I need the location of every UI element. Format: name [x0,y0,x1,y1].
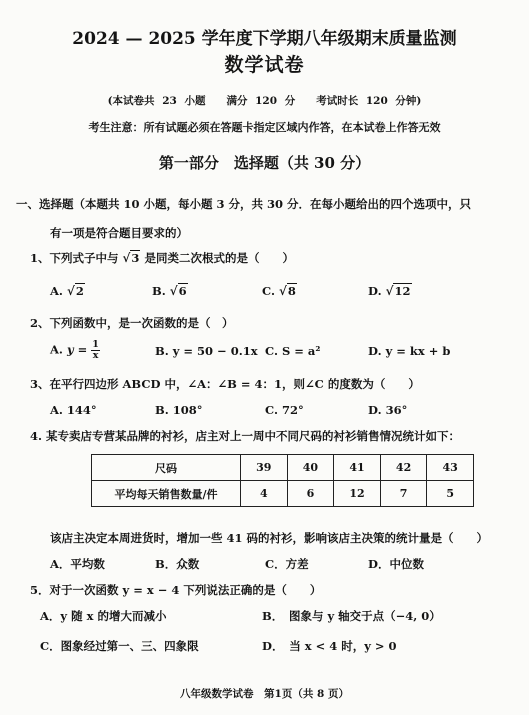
exam-subtitle: 数学试卷 [224,54,305,76]
q3-option-b: B. 108° [155,403,203,417]
q1-option-b-label: B. [152,284,166,298]
part-heading: 第一部分 选择题（共 30 分） [158,154,371,172]
question-1-stem-a: 1、下列式子中与 [30,251,119,265]
table-row [92,455,474,481]
q1-option-d-label: D. [368,284,382,298]
q5-option-b: B． 图象与 y 轴交于点（−4, 0） [262,609,441,623]
q2-option-d: D. y = kx + b [368,344,451,358]
q4-option-c: C．方差 [265,557,309,571]
sqrt-12-radicand: 12 [394,284,411,298]
size-cell: 40 [287,455,334,481]
sqrt-12: √12 [385,284,411,298]
q3-option-c: C. 72° [265,403,304,417]
sqrt-2: √2 [66,284,84,298]
q2-option-c: C. S = a² [265,344,321,358]
q1-option-a [50,284,85,298]
shirt-sales-table [91,454,474,507]
exam-title: 2024 — 2025 学年度下学期八年级期末质量监测 [72,29,457,49]
page-footer: 八年级数学试卷 第1页（共 8 页） [180,688,349,700]
fraction-denominator: x [92,350,99,361]
section-instruction-line1: 一、选择题（本题共 10 小题，每小题 3 分，共 30 分．在每小题给出的四个选项中，只 [16,197,472,211]
sqrt-3: √3 [122,251,140,265]
q1-option-c [262,284,297,298]
sales-cell: 4 [241,481,288,507]
q1-option-d [368,284,412,298]
sqrt-8: √8 [278,284,296,298]
exam-meta: (本试卷共 23 小题 满分 120 分 考试时长 120 分钟) [107,95,422,107]
exam-notice: 考生注意：所有试题必须在答题卡指定区域内作答，在本试卷上作答无效 [88,121,441,134]
q3-option-a: A. 144° [50,403,97,417]
q2-option-a-prefix: y = [66,342,88,357]
sqrt-6: √6 [169,284,187,298]
q4-option-b: B．众数 [155,557,200,571]
row-label-sales: 平均每天销售数量/件 [92,481,241,507]
q5-option-a: A．y 随 x 的增大而减小 [40,609,167,623]
q4-option-d: D．中位数 [368,557,424,571]
q1-option-a-label: A. [50,284,63,298]
question-1-stem [30,250,294,266]
q2-option-a-label: A. [50,342,63,357]
size-cell: 39 [241,455,288,481]
question-5-stem: 5．对于一次函数 y = x − 4 下列说法正确的是（ ） [30,583,322,597]
question-4-stem: 4. 某专卖店专营某品牌的衬衫，店主对上一周中不同尺码的衬衫销售情况统计如下： [30,429,461,443]
fraction-one-over-x [91,340,100,361]
size-cell: 43 [427,455,474,481]
q1-option-c-label: C. [262,284,275,298]
sales-cell: 12 [334,481,381,507]
section-instruction-line2: 有一项是符合题目要求的） [50,226,188,240]
sales-cell: 6 [287,481,334,507]
q2-option-a [50,340,100,361]
question-3-stem: 3、在平行四边形 ABCD 中，∠A：∠B = 4：1，则∠C 的度数为（ ） [30,377,420,391]
question-4-question: 该店主决定本周进货时，增加一些 41 码的衬衫，影响该店主决策的统计量是（ ） [50,531,489,545]
q1-option-b [152,284,188,298]
size-cell: 42 [380,455,427,481]
q5-option-c: C．图象经过第一、三、四象限 [40,639,199,653]
sqrt-3-radicand: 3 [131,251,140,265]
q2-option-b: B. y = 50 − 0.1x [155,344,258,358]
sales-cell: 5 [427,481,474,507]
row-label-size: 尺码 [92,455,241,481]
q3-option-d: D. 36° [368,403,408,417]
question-1-stem-b: 是同类二次根式的是（ ） [144,251,294,265]
sqrt-2-radicand: 2 [75,284,84,298]
q5-option-d: D． 当 x < 4 时，y > 0 [262,639,397,653]
table-row [92,481,474,507]
sqrt-8-radicand: 8 [287,284,296,298]
sales-cell: 7 [380,481,427,507]
sqrt-6-radicand: 6 [178,284,187,298]
question-2-stem: 2、下列函数中，是一次函数的是（ ） [30,316,234,330]
q4-option-a: A．平均数 [50,557,105,571]
size-cell: 41 [334,455,381,481]
fraction-numerator: 1 [92,339,99,350]
